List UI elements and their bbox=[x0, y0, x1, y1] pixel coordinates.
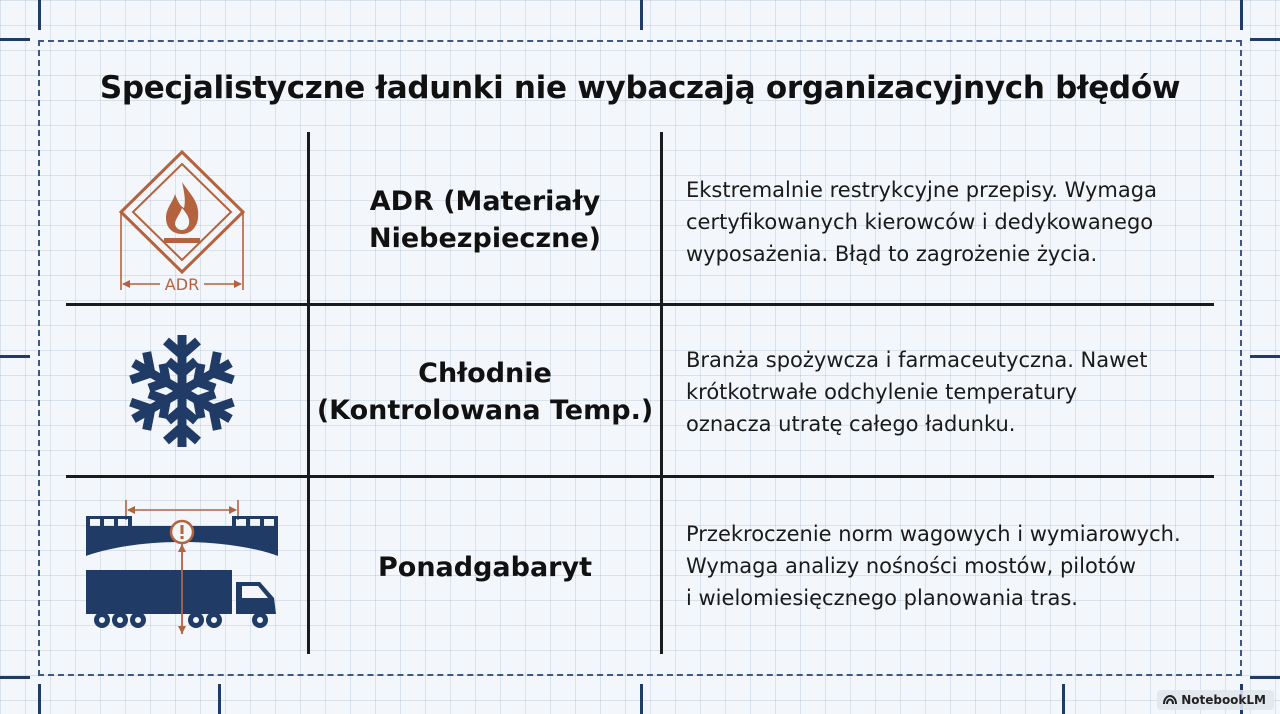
description-line: Przekroczenie norm wagowych i wymiarowych. bbox=[686, 522, 1181, 546]
registration-mark bbox=[218, 684, 221, 714]
description-cold-chain bbox=[686, 344, 1226, 440]
registration-mark bbox=[0, 355, 30, 358]
registration-mark bbox=[0, 38, 30, 41]
description-line: wyposażenia. Błąd to zagrożenie życia. bbox=[686, 242, 1098, 266]
registration-mark bbox=[38, 0, 41, 30]
registration-mark bbox=[1240, 0, 1243, 30]
category-line: (Kontrolowana Temp.) bbox=[316, 395, 654, 426]
description-oversize bbox=[686, 518, 1236, 614]
page-title: Specjalistyczne ładunki nie wybaczają organizacyjnych błędów bbox=[99, 70, 1181, 106]
snowflake-icon bbox=[122, 330, 242, 456]
registration-mark bbox=[1250, 355, 1280, 358]
category-line: Chłodnie bbox=[418, 358, 552, 389]
table-divider-horizontal bbox=[66, 475, 1214, 478]
category-line: ADR (Materiały bbox=[369, 186, 601, 217]
registration-mark bbox=[1250, 676, 1280, 679]
description-line: oznacza utratę całego ładunku. bbox=[686, 412, 1016, 436]
registration-mark bbox=[640, 0, 643, 30]
table-divider-horizontal bbox=[66, 303, 1214, 306]
registration-mark bbox=[1062, 684, 1065, 714]
truck-under-bridge-icon bbox=[84, 496, 280, 644]
description-line: i wielomiesięcznego planowania tras. bbox=[686, 586, 1078, 610]
description-line: certyfikowanych kierowców i dedykowanego bbox=[686, 210, 1154, 234]
description-line: Branża spożywcza i farmaceutyczna. Nawet bbox=[686, 348, 1148, 372]
adr-label: ADR bbox=[164, 275, 200, 294]
category-line: Ponadgabaryt bbox=[377, 551, 593, 583]
registration-mark bbox=[38, 684, 41, 714]
registration-mark bbox=[0, 676, 30, 679]
description-line: krótkotrwałe odchylenie temperatury bbox=[686, 380, 1078, 404]
category-line: Niebezpieczne) bbox=[368, 223, 601, 254]
registration-mark bbox=[1250, 38, 1280, 41]
category-cold-chain bbox=[312, 352, 658, 432]
notebooklm-logo-icon bbox=[1163, 695, 1177, 705]
description-line: Wymaga analizy nośności mostów, pilotów bbox=[686, 554, 1137, 578]
table-divider-vertical bbox=[660, 132, 663, 654]
hazard-diamond-flame-icon bbox=[110, 148, 255, 302]
registration-mark bbox=[640, 684, 643, 714]
category-adr bbox=[312, 180, 658, 260]
description-adr bbox=[686, 174, 1226, 270]
description-line: Ekstremalnie restrykcyjne przepisy. Wymaga bbox=[686, 178, 1157, 202]
brand-label: NotebookLM bbox=[1181, 693, 1266, 707]
notebooklm-watermark bbox=[1157, 690, 1274, 710]
category-oversize bbox=[312, 545, 658, 589]
table-divider-vertical bbox=[307, 132, 310, 654]
